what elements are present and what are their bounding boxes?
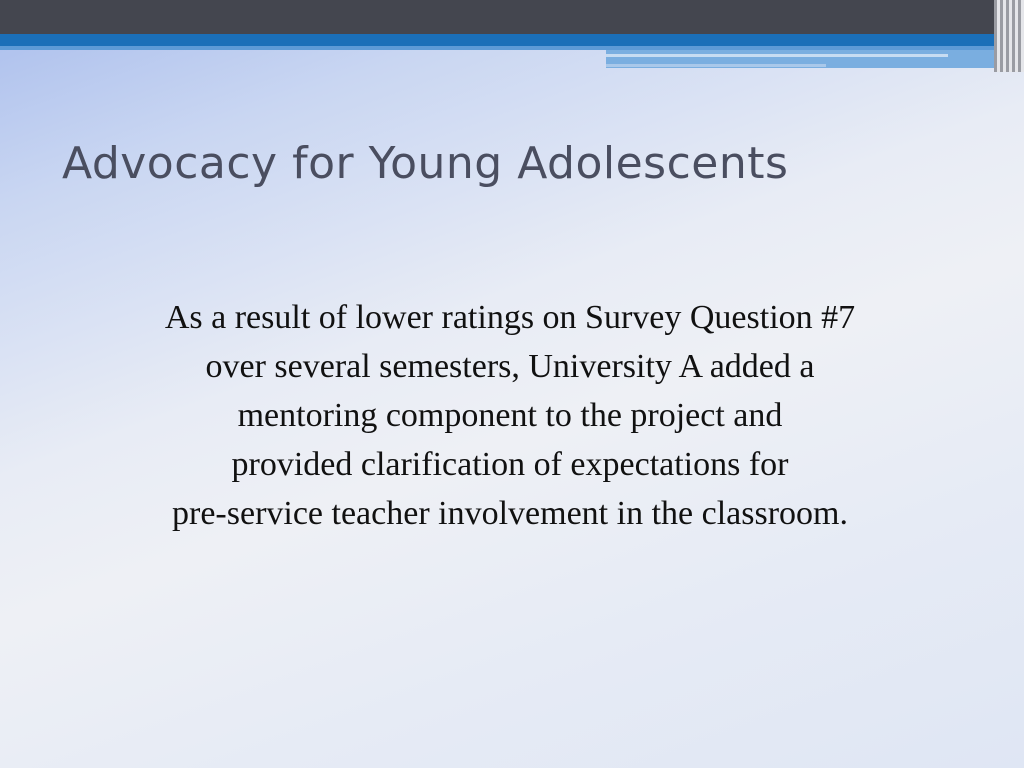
body-line: provided clarification of expectations for: [231, 446, 789, 483]
edge-stripes: [994, 0, 1024, 72]
accent-line: [606, 54, 948, 57]
slide-title: Advocacy for Young Adolescents: [62, 138, 789, 189]
body-line: mentoring component to the project and: [237, 397, 783, 434]
body-line: over several semesters, University A added a: [205, 348, 815, 385]
body-line: pre-service teacher involvement in the classroom.: [172, 495, 848, 532]
top-bar: [0, 0, 1024, 34]
body-line: As a result of lower ratings on Survey Question #7: [164, 299, 856, 336]
slide-body: [60, 293, 960, 538]
accent-line: [606, 64, 826, 67]
blue-accent-band: [0, 34, 1024, 46]
